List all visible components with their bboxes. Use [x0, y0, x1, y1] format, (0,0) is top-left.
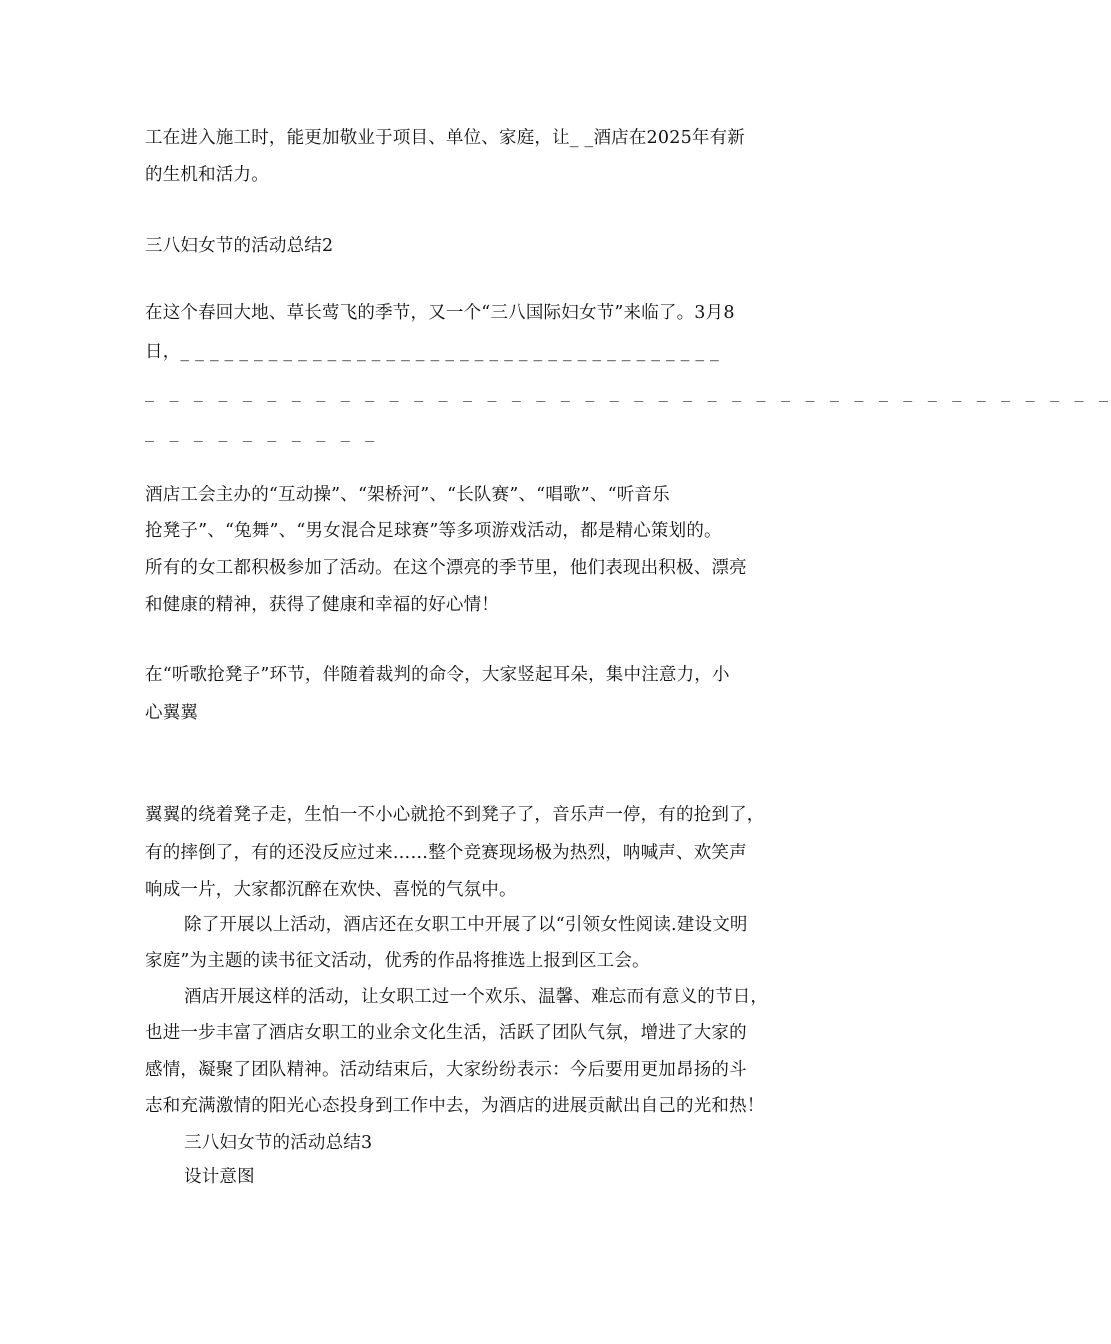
text-line: 的生机和活力。: [145, 165, 269, 185]
text-line: 日，_ _ _ _ _ _ _ _ _ _ _ _ _ _ _ _ _ _ _ _ _ _ _ _ _ _ _ _ _ _ _ _ _ _ _ _ _: [145, 342, 720, 362]
text-line: 除了开展以上活动，酒店还在女职工中开展了以“引领女性阅读.建设文明: [184, 915, 748, 935]
text-line: 心翼翼: [145, 703, 199, 723]
text-line: 感情，凝聚了团队精神。活动结束后，大家纷纷表示：今后要用更加昂扬的斗: [145, 1060, 747, 1080]
section-heading: 三八妇女节的活动总结3: [184, 1133, 373, 1153]
text-line: 有的摔倒了，有的还没反应过来……整个竞赛现场极为热烈，呐喊声、欢笑声: [145, 843, 747, 863]
text-line: 工在进入施工时，能更加敬业于项目、单位、家庭，让_ _酒店在2025年有新: [145, 128, 745, 148]
text-line: 也进一步丰富了酒店女职工的业余文化生活，活跃了团队气氛，增进了大家的: [145, 1023, 747, 1043]
text-line: 志和充满激情的阳光心态投身到工作中去，为酒店的进展贡献出自己的光和热！: [145, 1096, 765, 1116]
section-heading: 设计意图: [184, 1167, 255, 1187]
text-line: 所有的女工都积极参加了活动。在这个漂亮的季节里，他们表现出积极、漂亮: [145, 558, 747, 578]
text-line: 响成一片，大家都沉醉在欢快、喜悦的气氛中。: [145, 880, 517, 900]
section-heading: 三八妇女节的活动总结2: [145, 236, 334, 256]
text-line: 翼翼的绕着凳子走，生怕一不小心就抢不到凳子了，音乐声一停，有的抢到了，: [145, 805, 765, 825]
text-line: 在这个春回大地、草长莺飞的季节，又一个“三八国际妇女节”来临了。3月8: [145, 303, 735, 323]
blank-line: _ _ _ _ _ _ _ _ _ _: [145, 424, 378, 442]
text-line: 和健康的精神，获得了健康和幸福的好心情！: [145, 595, 499, 615]
text-line: 抢凳子”、“兔舞”、“男女混合足球赛”等多项游戏活动，都是精心策划的。: [145, 521, 722, 541]
text-line: 酒店开展这样的活动，让女职工过一个欢乐、温馨、难忘而有意义的节日，: [184, 987, 769, 1007]
blank-line: _ _ _ _ _ _ _ _ _ _ _ _ _ _ _ _ _ _ _ _ _ _ _ _ _ _ _ _ _ _ _ _ _ _ _ _ _ _ _ _: [145, 384, 1111, 402]
text-line: 酒店工会主办的“互动操”、“架桥河”、“长队赛”、“唱歌”、“听音乐: [145, 485, 670, 505]
text-line: 在“听歌抢凳子”环节，伴随着裁判的命令，大家竖起耳朵，集中注意力，小: [145, 665, 730, 685]
text-line: 家庭”为主题的读书征文活动，优秀的作品将推选上报到区工会。: [145, 951, 650, 971]
